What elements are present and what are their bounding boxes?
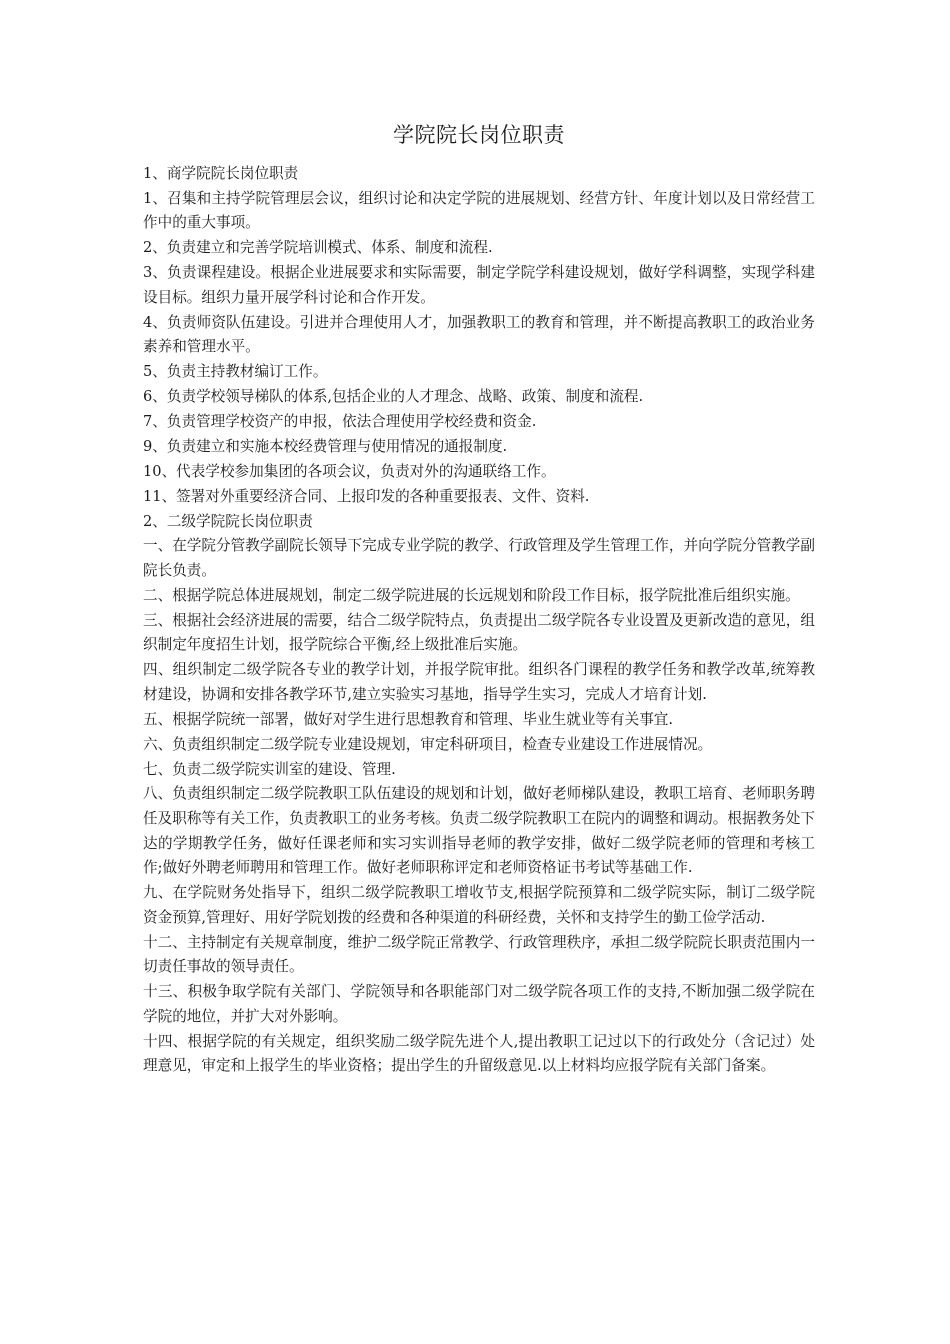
paragraph: 9、负责建立和实施本校经费管理与使用情况的通报制度. — [143, 437, 508, 455]
paragraph: 二、根据学院总体进展规划，制定二级学院进展的长远规划和阶段工作目标，报学院批准后组织实施。 — [143, 586, 800, 604]
paragraph: 2、二级学院院长岗位职责 — [143, 512, 313, 530]
paragraph: 1、召集和主持学院管理层会议，组织讨论和决定学院的进展规划、经营方针、年度计划以及日常经营工作中的重大事项。 — [143, 189, 815, 232]
document-body — [143, 162, 815, 1079]
paragraph: 10、代表学校参加集团的各项会议，负责对外的沟通联络工作。 — [143, 462, 556, 480]
paragraph: 十三、积极争取学院有关部门、学院领导和各职能部门对二级学院各项工作的支持,不断加强二级学院在学院的地位，并扩大对外影响。 — [143, 983, 815, 1025]
paragraph: 5、负责主持教材编订工作。 — [143, 363, 328, 381]
paragraph: 3、负责课程建设。根据企业进展要求和实际需要，制定学院学科建设规划，做好学科调整，实现学科建设目标。组织力量开展学科讨论和合作开发。 — [143, 264, 815, 306]
paragraph: 九、在学院财务处指导下，组织二级学院教职工增收节支,根据学院预算和二级学院实际，制订二级学院资金预算,管理好、用好学院划拨的经费和各种渠道的科研经费，关怀和支持学生的勤工俭学活动. — [143, 884, 815, 926]
paragraph: 一、在学院分管教学副院长领导下完成专业学院的教学、行政管理及学生管理工作，并向学院分管教学副院长负责。 — [143, 537, 815, 580]
paragraph: 十二、主持制定有关规章制度，维护二级学院正常教学、行政管理秩序，承担二级学院院长职责范围内一切责任事故的领导责任。 — [143, 933, 815, 976]
paragraph: 六、负责组织制定二级学院专业建设规划，审定科研项目，检查专业建设工作进展情况。 — [143, 735, 713, 753]
paragraph: 1、商学院院长岗位职责 — [143, 165, 299, 182]
document-page — [143, 120, 815, 1079]
paragraph: 四、组织制定二级学院各专业的教学计划，并报学院审批。组织各门课程的教学任务和教学改革,统筹教材建设，协调和安排各教学环节,建立实验实习基地，指导学生实习，完成人才培育计划. — [143, 661, 815, 703]
paragraph: 6、负责学校领导梯队的体系,包括企业的人才理念、战略、政策、制度和流程. — [143, 388, 644, 406]
paragraph: 七、负责二级学院实训室的建设、管理. — [143, 760, 396, 778]
paragraph: 2、负责建立和完善学院培训模式、体系、制度和流程. — [143, 239, 493, 257]
document-title: 学院院长岗位职责 — [393, 123, 565, 147]
paragraph: 十四、根据学院的有关规定，组织奖励二级学院先进个人,提出教职工记过以下的行政处分（含记过）处理意见，审定和上报学生的毕业资格；提出学生的升留级意见.以上材料均应报学院有关部门备案。 — [143, 1032, 815, 1075]
paragraph: 4、负责师资队伍建设。引进并合理使用人才，加强教职工的教育和管理，并不断提高教职工的政治业务素养和管理水平。 — [143, 313, 815, 356]
paragraph: 11、签署对外重要经济合同、上报印发的各种重要报表、文件、资料. — [143, 487, 590, 505]
paragraph: 八、负责组织制定二级学院教职工队伍建设的规划和计划，做好老师梯队建设，教职工培育、老师职务聘任及职称等有关工作，负责教职工的业务考核。负责二级学院教职工在院内的调整和调动。根据教务处下达的学期教学任务，做好任课老师和实习实训指导老师的教学安排，做好二级学院老师的管理和考核工作;做好外聘老师聘用和管理工作。做好老师职称评定和老师资格证书考试等基础工作. — [143, 785, 815, 877]
paragraph: 7、负责管理学校资产的申报，依法合理使用学校经费和资金. — [143, 413, 537, 431]
paragraph: 三、根据社会经济进展的需要，结合二级学院特点，负责提出二级学院各专业设置及更新改造的意见，组织制定年度招生计划，报学院综合平衡,经上级批准后实施。 — [143, 611, 815, 654]
paragraph: 五、根据学院统一部署，做好对学生进行思想教育和管理、毕业生就业等有关事宜. — [143, 710, 674, 728]
